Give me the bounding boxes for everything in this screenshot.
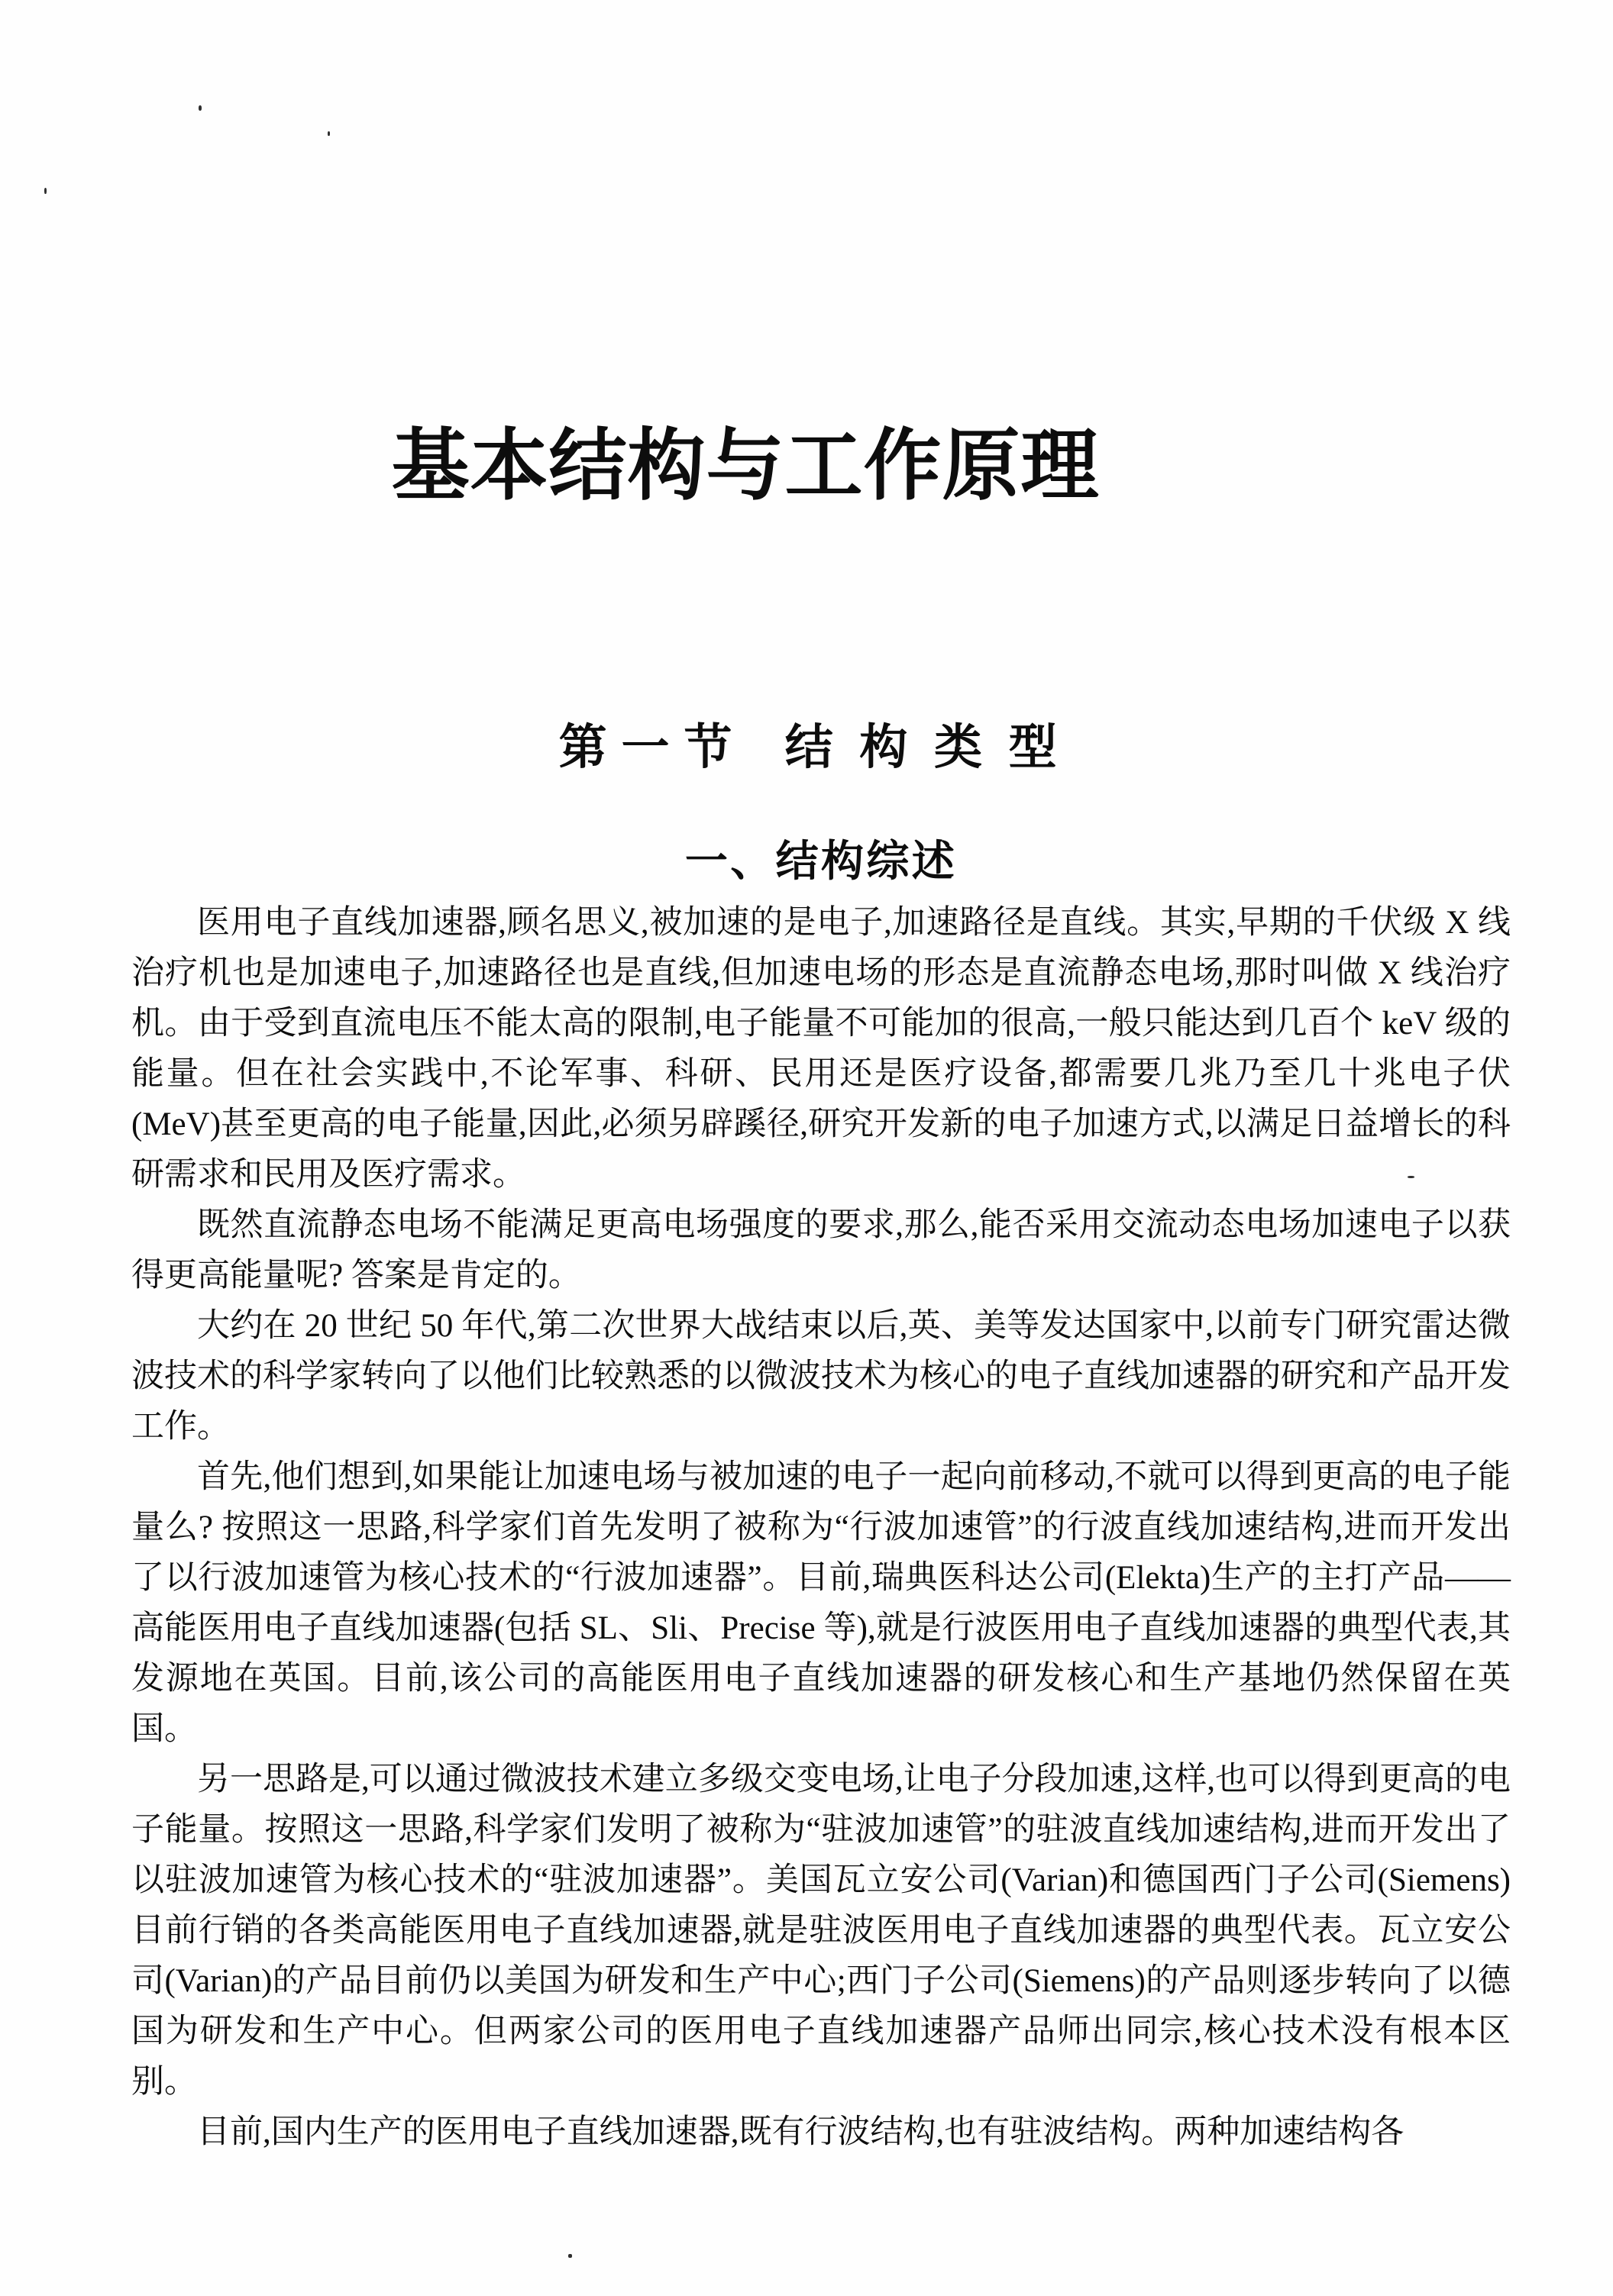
scan-speckle — [44, 188, 47, 194]
paragraph: 另一思路是,可以通过微波技术建立多级交变电场,让电子分段加速,这样,也可以得到更高的电子能量。按照这一思路,科学家们发明了被称为“驻波加速管”的驻波直线加速结构,进而开发出了以驻波加速管为核心技术的“驻波加速器”。美国瓦立安公司(Varian)和德国西门子公司(Siemens)目前行销的各类高能医用电子直线加速器,就是驻波医用电子直线加速器的典型代表。瓦立安公司(Varian)的产品目前仍以美国为研发和生产中心;西门子公司(Siemens)的产品则逐步转向了以德国为研发和生产中心。但两家公司的医用电子直线加速器产品师出同宗,核心技术没有根本区别。 — [131, 1762, 1511, 2100]
paragraph: 大约在 20 世纪 50 年代,第二次世界大战结束以后,英、美等发达国家中,以前专门研究雷达微波技术的科学家转向了以他们比较熟悉的以微波技术为核心的电子直线加速器的研究和产品开发工作。 — [131, 1308, 1511, 1445]
paragraph: 医用电子直线加速器,顾名思义,被加速的是电子,加速路径是直线。其实,早期的千伏级 X 线治疗机也是加速电子,加速路径也是直线,但加速电场的形态是直流静态电场,那时叫做 X 线治疗机。由于受到直流电压不能太高的限制,电子能量不可能加的很高,一般只能达到几百个 keV 级的能量。但在社会实践中,不论军事、科研、民用还是医疗设备,都需要几兆乃至几十兆电子伏(MeV)甚至更高的电子能量,因此,必须另辟蹊径,研究开发新的电子加速方式,以满足日益增长的科研需求和民用及医疗需求。 — [131, 905, 1511, 1193]
scan-speckle — [1408, 1176, 1414, 1178]
paragraph: 首先,他们想到,如果能让加速电场与被加速的电子一起向前移动,不就可以得到更高的电子能量么? 按照这一思路,科学家们首先发明了被称为“行波加速管”的行波直线加速结构,进而开发出了以行波加速管为核心技术的“行波加速器”。目前,瑞典医科达公司(Elekta)生产的主打产品——高能医用电子直线加速器(包括 SL、Sli、Precise 等),就是行波医用电子直线加速器的典型代表,其发源地在英国。目前,该公司的高能医用电子直线加速器的研发核心和生产基地仍然保留在英国。 — [131, 1459, 1511, 1747]
scan-speckle — [199, 105, 202, 111]
paragraph: 目前,国内生产的医用电子直线加速器,既有行波结构,也有驻波结构。两种加速结构各 — [197, 2114, 1405, 2150]
scan-speckle — [328, 131, 330, 136]
body-text — [131, 898, 1511, 2158]
section-name: 结构类型 — [784, 721, 1084, 774]
chapter-title: 基本结构与工作原理 — [391, 422, 1100, 509]
section-heading — [131, 719, 1511, 777]
scan-speckle — [568, 2254, 572, 2258]
section-number: 第一节 — [558, 721, 747, 774]
subsection-heading: 一、结构综述 — [684, 838, 958, 886]
paragraph: 既然直流静态电场不能满足更高电场强度的要求,那么,能否采用交流动态电场加速电子以获得更高能量呢? 答案是肯定的。 — [131, 1207, 1511, 1293]
